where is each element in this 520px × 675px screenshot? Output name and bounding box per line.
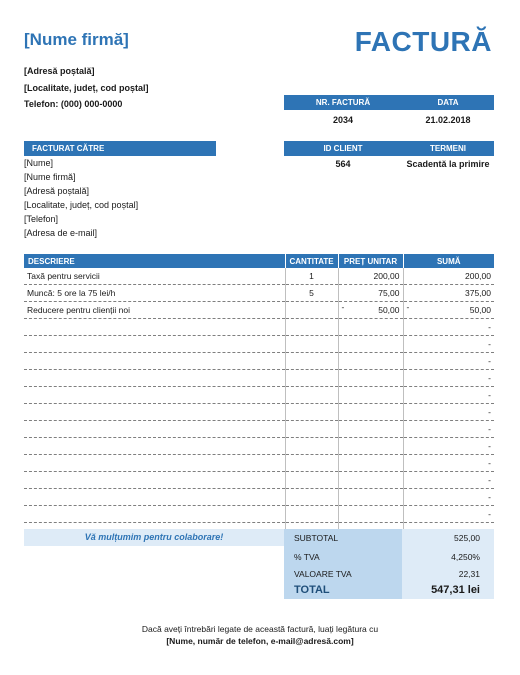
items-table-body [24,268,494,540]
table-row [24,319,494,336]
footer-contact-details: [Nume, număr de telefon, e-mail@adresă.com] [166,636,354,646]
bill-to-phone: [Telefon] [24,214,59,224]
amount-value: - [488,339,491,349]
invoice-date: 21.02.2018 [425,115,471,125]
amount-value: - [488,390,491,400]
column-header-amount: SUMĂ [403,254,494,268]
item-unit-price [338,268,403,285]
item-amount [403,387,494,404]
item-description [24,319,285,336]
vat-value-label: VALOARE TVA [284,567,402,581]
item-description [24,421,285,438]
amount-value: - [488,492,491,502]
item-amount [403,472,494,489]
total-label: TOTAL [284,581,402,599]
item-unit-price [338,506,403,523]
item-unit-price [338,336,403,353]
item-unit-price [338,285,403,302]
amount-value: 375,00 [465,288,491,298]
item-unit-price [338,455,403,472]
vat-rate-label: % TVA [284,548,402,567]
item-unit-price [338,489,403,506]
company-address-line: [Adresă poștală] [24,66,95,76]
item-quantity [285,506,338,523]
price-value: 75,00 [378,288,400,298]
vat-rate-value: 4,250% [402,548,494,567]
item-description [24,353,285,370]
subtotal-label: SUBTOTAL [284,529,402,548]
column-header-quantity: CANTITATE [285,254,338,268]
item-amount [403,302,494,319]
amount-negative-sign: - [406,302,410,312]
amount-value: - [488,373,491,383]
item-quantity [285,472,338,489]
payment-terms: Scadentă la primire [406,159,490,169]
item-amount [403,268,494,285]
item-quantity [285,421,338,438]
amount-value: 50,00 [469,305,491,315]
amount-value: - [488,424,491,434]
item-unit-price [338,438,403,455]
item-unit-price [338,404,403,421]
item-amount [403,438,494,455]
item-amount [403,370,494,387]
item-unit-price [338,353,403,370]
item-description: Muncă: 5 ore la 75 lei/h [24,285,285,302]
item-quantity [285,489,338,506]
item-quantity [285,387,338,404]
item-unit-price [338,472,403,489]
amount-value: - [488,356,491,366]
table-row [24,404,494,421]
invoice-date-header: DATA [402,95,494,110]
bill-to-header: FACTURAT CĂTRE [24,141,216,156]
item-description [24,455,285,472]
items-table [24,254,494,540]
table-row [24,268,494,285]
items-table-header-row [24,254,494,268]
table-row [24,421,494,438]
footer-contact-line: Dacă aveți întrebări legate de această factură, luați legătura cu [141,624,379,634]
item-unit-price [338,302,403,319]
company-city-line: [Localitate, județ, cod poștal] [24,83,149,93]
table-row [24,302,494,319]
item-amount [403,353,494,370]
document-title: FACTURĂ [354,26,492,57]
item-unit-price [338,421,403,438]
item-unit-price [338,387,403,404]
bill-to-name: [Nume] [24,158,54,168]
amount-value: - [488,475,491,485]
item-description [24,506,285,523]
company-phone-line: Telefon: (000) 000-0000 [24,99,123,109]
item-amount [403,489,494,506]
item-quantity [285,319,338,336]
item-quantity: 1 [285,268,338,285]
price-negative-sign: - [341,302,345,312]
item-description [24,370,285,387]
item-description [24,336,285,353]
item-quantity [285,455,338,472]
item-quantity [285,302,338,319]
item-amount [403,455,494,472]
item-description [24,438,285,455]
column-header-unit-price: PREȚ UNITAR [338,254,403,268]
item-amount [403,319,494,336]
amount-value: 200,00 [465,271,491,281]
item-quantity [285,336,338,353]
table-row [24,285,494,302]
bill-to-email: [Adresa de e-mail] [24,228,98,238]
item-amount [403,285,494,302]
item-description [24,489,285,506]
item-quantity [285,353,338,370]
item-quantity: 5 [285,285,338,302]
table-row [24,370,494,387]
item-description: Taxă pentru servicii [24,268,285,285]
amount-value: - [488,441,491,451]
amount-value: - [488,509,491,519]
item-description: Reducere pentru clienții noi [24,302,285,319]
item-amount [403,404,494,421]
subtotal-value: 525,00 [402,529,494,548]
item-unit-price [338,319,403,336]
item-quantity [285,370,338,387]
item-quantity [285,404,338,421]
item-description [24,387,285,404]
price-value: 200,00 [373,271,400,281]
table-row [24,506,494,523]
item-amount [403,506,494,523]
table-row [24,387,494,404]
table-row [24,489,494,506]
client-id-header: ID CLIENT [284,141,402,156]
invoice-number-header: NR. FACTURĂ [284,95,402,110]
item-description [24,472,285,489]
item-amount [403,421,494,438]
item-amount [403,336,494,353]
company-name: [Nume firmă] [24,30,129,49]
table-row [24,438,494,455]
amount-value: - [488,407,491,417]
item-quantity [285,438,338,455]
table-row [24,472,494,489]
vat-value: 22,31 [402,567,494,581]
price-value: 50,00 [378,305,400,315]
thank-you-note: Vă mulțumim pentru colaborare! [24,529,284,546]
amount-value: - [488,322,491,332]
item-description [24,404,285,421]
table-row [24,336,494,353]
invoice-number: 2034 [332,115,354,125]
table-row [24,353,494,370]
client-id: 564 [335,159,351,169]
amount-value: - [488,458,491,468]
column-header-description: DESCRIERE [24,254,285,268]
bill-to-company: [Nume firmă] [24,172,76,182]
total-value: 547,31 lei [402,581,494,599]
table-row [24,455,494,472]
terms-header: TERMENI [402,141,494,156]
bill-to-address: [Adresă poștală] [24,186,90,196]
item-unit-price [338,370,403,387]
bill-to-city: [Localitate, județ, cod poștal] [24,200,139,210]
